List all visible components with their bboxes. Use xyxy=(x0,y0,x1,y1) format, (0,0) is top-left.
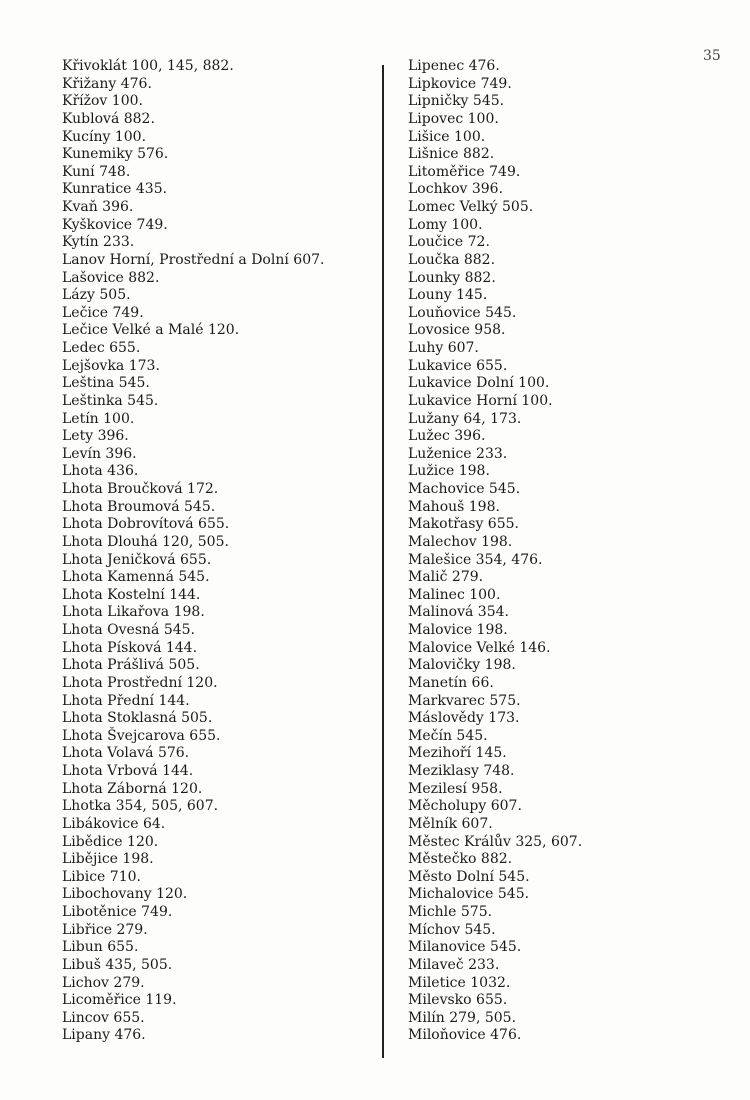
index-entry: Libun 655. xyxy=(62,939,139,956)
index-entry: Město Dolní 545. xyxy=(408,868,530,885)
index-entry: Libějice 198. xyxy=(62,851,154,868)
index-entry: Lhota Broumová 545. xyxy=(62,498,216,515)
index-entry: Kuní 748. xyxy=(62,163,131,180)
index-entry: Lukavice Horní 100. xyxy=(408,392,553,409)
index-entry: Lhota Dlouhá 120, 505. xyxy=(62,533,229,550)
index-entry: Lhota Jeničková 655. xyxy=(62,551,212,568)
index-entry: Miletice 1032. xyxy=(408,974,511,991)
index-entry: Lhotka 354, 505, 607. xyxy=(62,798,219,815)
index-entry: Lečice Velké a Malé 120. xyxy=(62,322,240,339)
index-entry: Lhota Volavá 576. xyxy=(62,745,190,762)
index-entry: Lukavice 655. xyxy=(408,357,508,374)
index-entry: Loučka 882. xyxy=(408,251,496,268)
index-entry: Mezilesí 958. xyxy=(408,780,503,797)
index-entry: Luhy 607. xyxy=(408,340,479,356)
index-entry: Městečko 882. xyxy=(408,851,513,868)
index-entry: Lhota Přední 144. xyxy=(62,692,190,709)
index-entry: Levín 396. xyxy=(62,445,137,462)
index-column-right xyxy=(408,58,582,1045)
index-entry: Meziklasy 748. xyxy=(408,763,515,779)
index-entry: Malešice 354, 476. xyxy=(408,551,543,568)
index-entry: Lhota Broučková 172. xyxy=(62,481,219,497)
index-entry: Libřice 279. xyxy=(62,921,148,938)
index-entry: Louny 145. xyxy=(408,287,488,304)
index-entry: Lhota Likařova 198. xyxy=(62,604,205,621)
index-entry: Libákovice 64. xyxy=(62,815,166,832)
index-entry: Libědice 120. xyxy=(62,833,159,850)
index-entry: Lejšovka 173. xyxy=(62,357,160,374)
index-entry: Michalovice 545. xyxy=(408,886,530,903)
index-entry: Křižany 476. xyxy=(62,75,152,92)
index-entry: Milevsko 655. xyxy=(408,992,508,1009)
index-entry: Lomec Velký 505. xyxy=(408,199,534,215)
index-entry: Kunratice 435. xyxy=(62,181,168,198)
index-entry: Leština 545. xyxy=(62,375,150,392)
index-entry: Lovosice 958. xyxy=(408,322,506,339)
index-entry: Lišice 100. xyxy=(408,128,486,145)
index-entry: Kucíny 100. xyxy=(62,128,147,145)
index-entry: Lhota Švejcarova 655. xyxy=(62,727,221,744)
index-entry: Mezihoří 145. xyxy=(408,745,507,762)
index-entry: Kytín 233. xyxy=(62,234,135,251)
index-entry: Libotěnice 749. xyxy=(62,904,173,920)
index-entry: Litoměřice 749. xyxy=(408,163,521,180)
index-entry: Libochovany 120. xyxy=(62,886,188,903)
index-entry: Licoměřice 119. xyxy=(62,992,177,1009)
index-entry: Mahouš 198. xyxy=(408,498,500,515)
index-entry: Manetín 66. xyxy=(408,674,494,691)
index-entry: Křivoklát 100, 145, 882. xyxy=(62,58,234,74)
index-entry: Městec Králův 325, 607. xyxy=(408,833,583,850)
index-entry: Lhota Kostelní 144. xyxy=(62,586,201,603)
index-entry: Lipany 476. xyxy=(62,1027,146,1044)
index-entry: Lipenec 476. xyxy=(408,58,500,74)
index-entry: Lhota Ovesná 545. xyxy=(62,622,196,638)
index-entry: Lhota Dobrovítová 655. xyxy=(62,516,230,533)
index-column-left xyxy=(62,58,324,1045)
index-entry: Luženice 233. xyxy=(408,445,508,462)
index-entry: Lhota Písková 144. xyxy=(62,639,198,656)
index-entry: Leštinka 545. xyxy=(62,392,159,409)
index-entry: Lanov Horní, Prostřední a Dolní 607. xyxy=(62,251,325,268)
page-number: 35 xyxy=(703,48,721,64)
index-entry: Malovičky 198. xyxy=(408,657,516,674)
index-entry: Lhota Prostřední 120. xyxy=(62,674,218,691)
index-entry: Malovice Velké 146. xyxy=(408,639,551,656)
index-entry: Malovice 198. xyxy=(408,622,508,638)
index-entry: Lhota Vrbová 144. xyxy=(62,763,194,779)
index-entry: Lounky 882. xyxy=(408,269,496,286)
index-entry: Lincov 655. xyxy=(62,1009,145,1026)
index-entry: Lužany 64, 173. xyxy=(408,410,522,427)
index-entry: Malinec 100. xyxy=(408,586,501,603)
index-entry: Loučice 72. xyxy=(408,234,490,251)
index-entry: Machovice 545. xyxy=(408,481,521,497)
index-entry: Kunemiky 576. xyxy=(62,146,169,163)
index-entry: Lipničky 545. xyxy=(408,93,505,110)
index-entry: Lužice 198. xyxy=(408,463,490,480)
index-entry: Miloňovice 476. xyxy=(408,1027,522,1044)
index-entry: Lhota 436. xyxy=(62,463,139,480)
index-entry: Malinová 354. xyxy=(408,604,509,621)
index-entry: Lašovice 882. xyxy=(62,269,160,286)
index-entry: Louňovice 545. xyxy=(408,304,517,321)
index-entry: Mečín 545. xyxy=(408,727,488,744)
index-entry: Milanovice 545. xyxy=(408,939,522,956)
index-entry: Markvarec 575. xyxy=(408,692,521,709)
index-entry: Libice 710. xyxy=(62,868,141,885)
index-entry: Lužec 396. xyxy=(408,428,486,445)
index-entry: Lichov 279. xyxy=(62,974,145,991)
index-entry: Malechov 198. xyxy=(408,533,513,550)
index-entry: Lipkovice 749. xyxy=(408,75,512,92)
index-entry: Ledec 655. xyxy=(62,340,141,356)
index-entry: Kublová 882. xyxy=(62,110,155,127)
index-entry: Lety 396. xyxy=(62,428,129,445)
index-entry: Lochkov 396. xyxy=(408,181,504,198)
index-entry: Křížov 100. xyxy=(62,93,143,110)
index-entry: Lhota Prášlivá 505. xyxy=(62,657,200,674)
index-entry: Lipovec 100. xyxy=(408,110,499,127)
index-entry: Kvaň 396. xyxy=(62,199,134,215)
index-entry: Kyškovice 749. xyxy=(62,216,168,233)
index-entry: Lázy 505. xyxy=(62,287,131,304)
index-entry: Lhota Kamenná 545. xyxy=(62,569,210,586)
column-divider xyxy=(382,65,384,1058)
index-entry: Lomy 100. xyxy=(408,216,483,233)
index-entry: Malič 279. xyxy=(408,569,484,586)
index-entry: Lečice 749. xyxy=(62,304,144,321)
index-entry: Letín 100. xyxy=(62,410,135,427)
index-entry: Míchov 545. xyxy=(408,921,496,938)
index-entry: Libuš 435, 505. xyxy=(62,956,173,973)
index-entry: Makotřasy 655. xyxy=(408,516,519,533)
index-entry: Máslovědy 173. xyxy=(408,710,520,727)
index-entry: Lukavice Dolní 100. xyxy=(408,375,550,392)
index-entry: Lhota Stoklasná 505. xyxy=(62,710,213,727)
index-entry: Mělník 607. xyxy=(408,815,493,832)
index-entry: Milín 279, 505. xyxy=(408,1009,517,1026)
index-entry: Milaveč 233. xyxy=(408,956,500,973)
index-entry: Lišnice 882. xyxy=(408,146,495,163)
index-entry: Lhota Záborná 120. xyxy=(62,780,203,797)
index-entry: Měcholupy 607. xyxy=(408,798,522,815)
index-entry: Michle 575. xyxy=(408,904,493,920)
